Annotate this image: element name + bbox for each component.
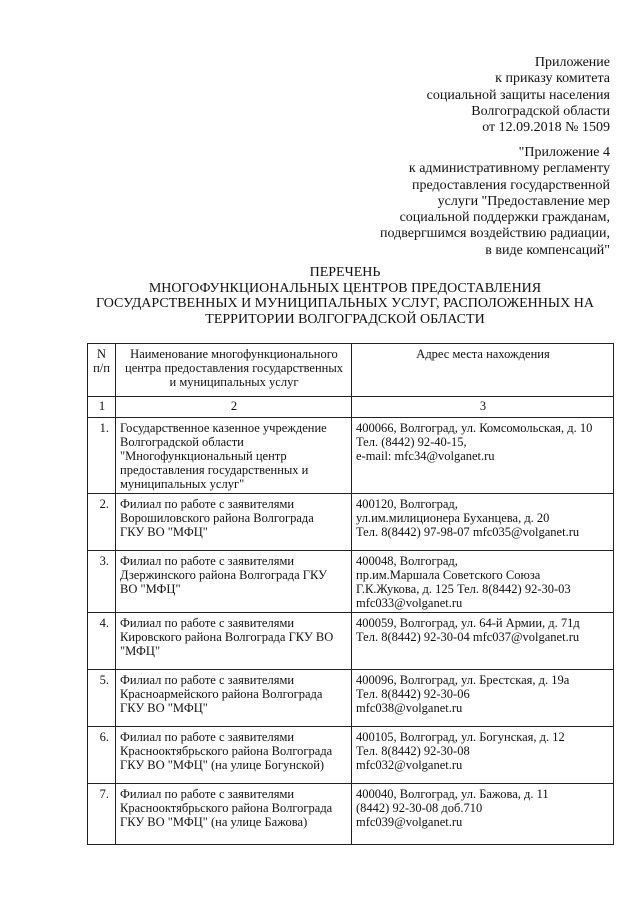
row-name-cell [116, 670, 352, 727]
appendix-line: Приложение [534, 55, 610, 70]
header-num-text: п/п [93, 361, 110, 375]
row-name-line: "Многофункциональный центр [120, 449, 287, 463]
row-address-line: Г.К.Жукова, д. 125 Тел. 8(8442) 92-30-03 [356, 582, 571, 596]
title-line: ГОСУДАРСТВЕННЫХ И МУНИЦИПАЛЬНЫХ УСЛУГ, РАСПОЛОЖЕННЫХ НА [96, 296, 594, 311]
row-address-line: Тел. (8442) 92-40-15, [356, 435, 467, 449]
row-name-cell [116, 727, 352, 784]
row-address-cell [352, 551, 614, 613]
table-row [88, 613, 614, 670]
table-row [88, 494, 614, 551]
title-line: ТЕРРИТОРИИ ВОЛГОГРАДСКОЙ ОБЛАСТИ [205, 311, 485, 327]
row-address-cell [352, 670, 614, 727]
appendix-line: предоставления государственной [411, 177, 610, 193]
index-cell: 2 [116, 397, 352, 418]
appendix-line: услуги "Предоставление мер [437, 193, 610, 209]
row-name-cell [116, 613, 352, 670]
table-row [88, 784, 614, 845]
row-address-line: mfc033@volganet.ru [356, 596, 463, 610]
title-line: ПЕРЕЧЕНЬ [309, 265, 381, 280]
row-address-line: Тел. 8(8442) 97-98-07 mfc035@volganet.ru [356, 525, 580, 539]
row-name-line: Ворошиловского района Волгограда [120, 511, 314, 525]
row-number-cell: 4. [88, 613, 116, 670]
row-number-cell: 3. [88, 551, 116, 613]
header-name-text: Наименование многофункционального [130, 347, 338, 361]
row-name-cell [116, 494, 352, 551]
row-name-line: ВО "МФЦ" [120, 582, 181, 596]
row-address-line: mfc038@volganet.ru [356, 701, 463, 715]
row-name-cell [116, 551, 352, 613]
header-name-text: и муниципальных услуг [169, 375, 299, 389]
table-row [88, 418, 614, 494]
row-address-line: Тел. 8(8442) 92-30-06 [356, 687, 470, 701]
title-line: МНОГОФУНКЦИОНАЛЬНЫХ ЦЕНТРОВ ПРЕДОСТАВЛЕНИЯ [148, 280, 542, 296]
index-cell: 1 [88, 397, 116, 418]
row-name-line: Краснооктябрьского района Волгограда [120, 744, 333, 758]
table-row [88, 670, 614, 727]
appendix-line: социальной поддержки гражданам, [399, 210, 610, 226]
row-name-cell [116, 784, 352, 845]
row-name-line: Красноармейского района Волгограда [120, 687, 323, 701]
row-name-line: Волгоградской области [120, 435, 244, 449]
row-address-line: 400096, Волгоград, ул. Брестская, д. 19а [356, 673, 570, 687]
row-address-line: 400048, Волгоград, [356, 554, 458, 568]
row-name-cell [116, 418, 352, 494]
appendix-order-block [427, 55, 610, 136]
row-address-line: mfc039@volganet.ru [356, 815, 463, 829]
appendix-line: к административному регламенту [408, 161, 610, 177]
row-number-cell: 1. [88, 418, 116, 494]
row-address-line: (8442) 92-30-08 доб.710 [356, 801, 483, 815]
index-cell: 3 [352, 397, 614, 418]
row-name-line: ГКУ ВО "МФЦ" (на улице Богунской) [120, 758, 325, 772]
header-name-text: центра предоставления государственных [125, 361, 343, 375]
row-address-line: 400059, Волгоград, ул. 64-й Армии, д. 71д [356, 616, 580, 630]
row-name-line: Филиал по работе с заявителями [120, 616, 295, 630]
row-name-line: муниципальных услуг" [120, 477, 245, 491]
header-name-cell [116, 344, 352, 397]
row-address-line: пр.им.Маршала Советского Союза [356, 568, 541, 582]
row-address-line: Тел. 8(8442) 92-30-08 [356, 744, 470, 758]
row-name-line: Кировского района Волгограда ГКУ ВО [120, 630, 334, 644]
appendix-line: от 12.09.2018 № 1509 [482, 120, 610, 136]
header-address-text: Адрес места нахождения [416, 347, 550, 361]
appendix-line: социальной защиты населения [426, 87, 610, 103]
mfc-table-body [88, 344, 614, 845]
row-name-line: Филиал по работе с заявителями [120, 673, 295, 687]
row-address-line: Тел. 8(8442) 92-30-04 mfc037@volganet.ru [356, 630, 580, 644]
row-address-cell [352, 784, 614, 845]
row-number-cell: 7. [88, 784, 116, 845]
table-row [88, 551, 614, 613]
row-name-line: Филиал по работе с заявителями [120, 787, 295, 801]
row-number-cell: 5. [88, 670, 116, 727]
row-name-line: ГКУ ВО "МФЦ" (на улице Бажова) [120, 815, 308, 829]
row-address-line: 400120, Волгоград, [356, 497, 458, 511]
row-address-line: 400066, Волгоград, ул. Комсомольская, д. 10 [356, 421, 593, 435]
row-address-cell [352, 494, 614, 551]
row-name-line: Филиал по работе с заявителями [120, 554, 295, 568]
table-index-row [88, 397, 614, 418]
mfc-table [87, 343, 614, 845]
row-name-line: Государственное казенное учреждение [120, 421, 327, 435]
row-number-cell: 2. [88, 494, 116, 551]
row-address-cell [352, 613, 614, 670]
header-num-cell [88, 344, 116, 397]
row-address-cell [352, 727, 614, 784]
header-address-cell [352, 344, 614, 397]
row-name-line: предоставления государственных и [120, 463, 309, 477]
row-name-line: "МФЦ" [120, 644, 161, 658]
document-title [80, 265, 610, 327]
header-num-text: N [96, 347, 107, 361]
appendix-line: в виде компенсаций" [485, 242, 610, 258]
row-name-line: Краснооктябрьского района Волгограда [120, 801, 333, 815]
row-address-line: e-mail: mfc34@volganet.ru [356, 449, 495, 463]
row-name-line: ГКУ ВО "МФЦ" [120, 701, 208, 715]
row-address-line: 400040, Волгоград, ул. Бажова, д. 11 [356, 787, 549, 801]
row-address-line: ул.им.милиционера Буханцева, д. 20 [356, 511, 550, 525]
row-name-line: Дзержинского района Волгограда ГКУ [120, 568, 327, 582]
appendix-line: к приказу комитета [495, 71, 610, 87]
table-header-row [88, 344, 614, 397]
row-name-line: Филиал по работе с заявителями [120, 730, 295, 744]
row-name-line: ГКУ ВО "МФЦ" [120, 525, 208, 539]
row-address-line: mfc032@volganet.ru [356, 758, 463, 772]
row-number-cell: 6. [88, 727, 116, 784]
appendix-line: "Приложение 4 [518, 145, 610, 160]
appendix-regulation-block [380, 145, 610, 259]
appendix-line: подвергшимся воздействию радиации, [379, 226, 610, 242]
row-address-cell [352, 418, 614, 494]
table-row [88, 727, 614, 784]
appendix-line: Волгоградской области [471, 103, 610, 119]
row-name-line: Филиал по работе с заявителями [120, 497, 295, 511]
row-address-line: 400105, Волгоград, ул. Богунская, д. 12 [356, 730, 565, 744]
